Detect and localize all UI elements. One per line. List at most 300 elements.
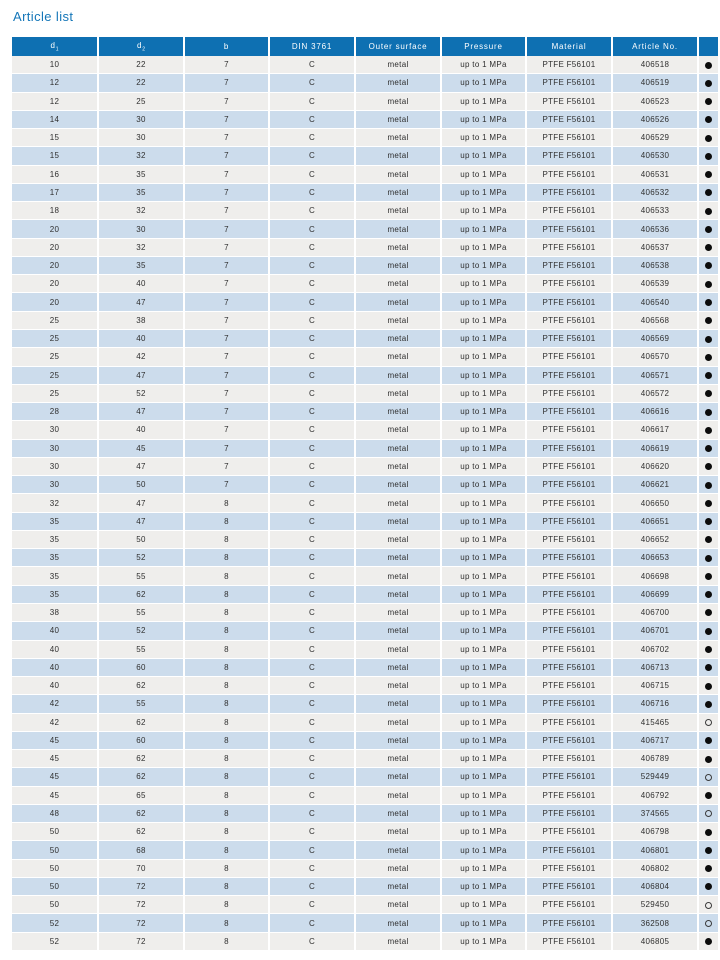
table-cell: C (268, 111, 354, 129)
table-cell: 40 (12, 659, 97, 677)
table-cell: 28 (12, 403, 97, 421)
table-cell: metal (354, 147, 440, 165)
table-cell: metal (354, 421, 440, 439)
table-cell: C (268, 494, 354, 512)
table-cell: C (268, 933, 354, 951)
table-cell: 50 (12, 896, 97, 914)
table-cell: 65 (97, 787, 183, 805)
table-cell: PTFE F56101 (525, 549, 611, 567)
table-cell: 40 (12, 677, 97, 695)
table-cell: metal (354, 695, 440, 713)
table-cell: metal (354, 184, 440, 202)
table-cell: 52 (97, 385, 183, 403)
table-cell: 7 (183, 257, 268, 275)
table-cell: PTFE F56101 (525, 732, 611, 750)
table-cell: metal (354, 74, 440, 92)
availability-cell (697, 513, 718, 531)
table-cell: 35 (12, 586, 97, 604)
table-cell: C (268, 421, 354, 439)
availability-cell (697, 257, 718, 275)
availability-cell (697, 220, 718, 238)
table-cell: 7 (183, 275, 268, 293)
table-cell: C (268, 641, 354, 659)
table-cell: 16 (12, 166, 97, 184)
filled-dot-icon (705, 189, 712, 196)
availability-cell (697, 275, 718, 293)
table-cell: metal (354, 494, 440, 512)
table-cell: 7 (183, 74, 268, 92)
table-cell: 8 (183, 622, 268, 640)
table-cell: 50 (12, 860, 97, 878)
table-cell: PTFE F56101 (525, 312, 611, 330)
filled-dot-icon (705, 865, 712, 872)
table-cell: 35 (12, 531, 97, 549)
availability-cell (697, 531, 718, 549)
table-cell: 50 (97, 476, 183, 494)
table-cell: metal (354, 750, 440, 768)
table-cell: 25 (12, 385, 97, 403)
table-cell: up to 1 MPa (440, 513, 525, 531)
table-cell: 40 (97, 421, 183, 439)
table-cell: PTFE F56101 (525, 896, 611, 914)
table-row (12, 659, 718, 677)
table-cell: up to 1 MPa (440, 220, 525, 238)
availability-cell (697, 641, 718, 659)
table-cell: up to 1 MPa (440, 129, 525, 147)
table-cell: PTFE F56101 (525, 787, 611, 805)
table-cell: PTFE F56101 (525, 860, 611, 878)
table-cell: PTFE F56101 (525, 768, 611, 786)
availability-cell (697, 494, 718, 512)
table-cell: 30 (12, 476, 97, 494)
table-cell: up to 1 MPa (440, 239, 525, 257)
table-cell: 406650 (611, 494, 697, 512)
table-cell: metal (354, 220, 440, 238)
table-cell: 7 (183, 367, 268, 385)
table-cell: 406802 (611, 860, 697, 878)
table-cell: PTFE F56101 (525, 677, 611, 695)
table-row (12, 129, 718, 147)
availability-cell (697, 622, 718, 640)
filled-dot-icon (705, 80, 712, 87)
table-cell: 62 (97, 750, 183, 768)
table-cell: up to 1 MPa (440, 367, 525, 385)
availability-cell (697, 385, 718, 403)
table-cell: PTFE F56101 (525, 74, 611, 92)
table-cell: 529449 (611, 768, 697, 786)
table-cell: 406652 (611, 531, 697, 549)
table-cell: 7 (183, 93, 268, 111)
table-cell: 62 (97, 586, 183, 604)
article-table-body (12, 56, 718, 951)
table-cell: metal (354, 275, 440, 293)
table-row (12, 732, 718, 750)
table-row (12, 367, 718, 385)
col-header-d1 (12, 37, 97, 56)
table-cell: 406569 (611, 330, 697, 348)
table-row (12, 604, 718, 622)
table-cell: C (268, 513, 354, 531)
table-cell: 406533 (611, 202, 697, 220)
table-cell: 45 (12, 732, 97, 750)
table-cell: C (268, 147, 354, 165)
table-cell: C (268, 714, 354, 732)
table-cell: 40 (97, 275, 183, 293)
table-cell: 30 (12, 458, 97, 476)
table-row (12, 348, 718, 366)
table-cell: 406713 (611, 659, 697, 677)
table-cell: 47 (97, 403, 183, 421)
table-cell: up to 1 MPa (440, 421, 525, 439)
availability-cell (697, 312, 718, 330)
table-row (12, 385, 718, 403)
availability-cell (697, 330, 718, 348)
filled-dot-icon (705, 609, 712, 616)
table-cell: C (268, 914, 354, 932)
table-cell: C (268, 531, 354, 549)
table-cell: 42 (12, 714, 97, 732)
table-cell: metal (354, 312, 440, 330)
table-cell: 8 (183, 787, 268, 805)
table-cell: C (268, 732, 354, 750)
table-cell: up to 1 MPa (440, 385, 525, 403)
table-cell: C (268, 93, 354, 111)
table-cell: up to 1 MPa (440, 549, 525, 567)
filled-dot-icon (705, 591, 712, 598)
open-dot-icon (705, 902, 712, 909)
table-cell: 30 (97, 129, 183, 147)
table-cell: 7 (183, 129, 268, 147)
table-row (12, 622, 718, 640)
table-cell: 406621 (611, 476, 697, 494)
table-cell: 406699 (611, 586, 697, 604)
table-cell: C (268, 257, 354, 275)
table-cell: PTFE F56101 (525, 805, 611, 823)
table-cell: 8 (183, 914, 268, 932)
filled-dot-icon (705, 409, 712, 416)
page-title: Article list (13, 9, 74, 24)
table-cell: metal (354, 732, 440, 750)
filled-dot-icon (705, 737, 712, 744)
table-cell: metal (354, 93, 440, 111)
table-cell: metal (354, 56, 440, 74)
table-cell: metal (354, 367, 440, 385)
table-cell: C (268, 896, 354, 914)
table-cell: PTFE F56101 (525, 622, 611, 640)
table-cell: PTFE F56101 (525, 933, 611, 951)
table-cell: up to 1 MPa (440, 787, 525, 805)
table-cell: C (268, 586, 354, 604)
table-cell: 32 (97, 239, 183, 257)
table-row (12, 896, 718, 914)
table-cell: up to 1 MPa (440, 74, 525, 92)
table-cell: 20 (12, 239, 97, 257)
table-cell: PTFE F56101 (525, 275, 611, 293)
table-row (12, 440, 718, 458)
table-cell: C (268, 476, 354, 494)
table-cell: 55 (97, 695, 183, 713)
table-cell: up to 1 MPa (440, 312, 525, 330)
table-cell: C (268, 275, 354, 293)
table-cell: 14 (12, 111, 97, 129)
table-cell: 406798 (611, 823, 697, 841)
table-cell: 406536 (611, 220, 697, 238)
table-cell: metal (354, 933, 440, 951)
table-cell: 40 (12, 641, 97, 659)
table-row (12, 513, 718, 531)
availability-cell (697, 805, 718, 823)
table-cell: up to 1 MPa (440, 403, 525, 421)
table-cell: 406530 (611, 147, 697, 165)
table-cell: C (268, 549, 354, 567)
availability-cell (697, 147, 718, 165)
table-cell: C (268, 787, 354, 805)
table-row (12, 312, 718, 330)
table-row (12, 202, 718, 220)
table-cell: 38 (12, 604, 97, 622)
table-cell: up to 1 MPa (440, 695, 525, 713)
table-cell: up to 1 MPa (440, 732, 525, 750)
table-cell: 8 (183, 677, 268, 695)
table-row (12, 860, 718, 878)
table-cell: metal (354, 293, 440, 311)
table-cell: 406701 (611, 622, 697, 640)
table-cell: 8 (183, 531, 268, 549)
table-cell: 8 (183, 714, 268, 732)
filled-dot-icon (705, 701, 712, 708)
col-header-d2-label: d (136, 40, 143, 50)
table-cell: 60 (97, 659, 183, 677)
table-cell: metal (354, 348, 440, 366)
table-cell: 406801 (611, 841, 697, 859)
table-cell: 406700 (611, 604, 697, 622)
table-cell: 22 (97, 74, 183, 92)
table-row (12, 476, 718, 494)
table-row (12, 293, 718, 311)
filled-dot-icon (705, 171, 712, 178)
table-cell: 8 (183, 549, 268, 567)
table-cell: 12 (12, 93, 97, 111)
table-cell: 45 (12, 787, 97, 805)
col-header-pressure: Pressure (440, 37, 525, 56)
table-cell: 7 (183, 239, 268, 257)
open-dot-icon (705, 774, 712, 781)
table-cell: up to 1 MPa (440, 641, 525, 659)
filled-dot-icon (705, 299, 712, 306)
table-cell: up to 1 MPa (440, 567, 525, 585)
table-cell: up to 1 MPa (440, 622, 525, 640)
availability-cell (697, 476, 718, 494)
table-row (12, 257, 718, 275)
table-cell: 12 (12, 74, 97, 92)
availability-cell (697, 458, 718, 476)
table-cell: PTFE F56101 (525, 257, 611, 275)
table-row (12, 184, 718, 202)
table-cell: 406715 (611, 677, 697, 695)
table-cell: C (268, 129, 354, 147)
table-cell: 25 (12, 348, 97, 366)
table-cell: C (268, 166, 354, 184)
filled-dot-icon (705, 792, 712, 799)
col-header-material: Material (525, 37, 611, 56)
table-cell: 50 (12, 878, 97, 896)
availability-cell (697, 111, 718, 129)
filled-dot-icon (705, 463, 712, 470)
table-cell: 8 (183, 805, 268, 823)
table-cell: 45 (97, 440, 183, 458)
table-cell: metal (354, 330, 440, 348)
table-cell: 40 (97, 330, 183, 348)
table-cell: metal (354, 476, 440, 494)
table-row (12, 166, 718, 184)
table-row (12, 56, 718, 74)
filled-dot-icon (705, 664, 712, 671)
table-row (12, 841, 718, 859)
col-header-d2 (97, 37, 183, 56)
availability-cell (697, 293, 718, 311)
table-cell: 15 (12, 147, 97, 165)
table-cell: 415465 (611, 714, 697, 732)
table-cell: 7 (183, 56, 268, 74)
table-cell: up to 1 MPa (440, 56, 525, 74)
table-cell: metal (354, 659, 440, 677)
filled-dot-icon (705, 354, 712, 361)
table-cell: metal (354, 677, 440, 695)
filled-dot-icon (705, 226, 712, 233)
table-cell: up to 1 MPa (440, 293, 525, 311)
table-cell: up to 1 MPa (440, 147, 525, 165)
table-cell: PTFE F56101 (525, 823, 611, 841)
table-cell: 15 (12, 129, 97, 147)
table-cell: PTFE F56101 (525, 750, 611, 768)
table-cell: 8 (183, 878, 268, 896)
table-row (12, 586, 718, 604)
table-cell: up to 1 MPa (440, 458, 525, 476)
table-row (12, 74, 718, 92)
table-cell: 50 (97, 531, 183, 549)
table-cell: 55 (97, 641, 183, 659)
filled-dot-icon (705, 445, 712, 452)
filled-dot-icon (705, 573, 712, 580)
table-cell: 8 (183, 513, 268, 531)
table-cell: 406519 (611, 74, 697, 92)
table-cell: metal (354, 823, 440, 841)
table-cell: PTFE F56101 (525, 604, 611, 622)
table-cell: C (268, 293, 354, 311)
table-cell: PTFE F56101 (525, 586, 611, 604)
table-cell: PTFE F56101 (525, 385, 611, 403)
table-cell: C (268, 805, 354, 823)
table-cell: PTFE F56101 (525, 367, 611, 385)
filled-dot-icon (705, 317, 712, 324)
table-cell: 20 (12, 257, 97, 275)
filled-dot-icon (705, 208, 712, 215)
table-row (12, 768, 718, 786)
availability-cell (697, 166, 718, 184)
filled-dot-icon (705, 518, 712, 525)
table-cell: C (268, 184, 354, 202)
table-cell: 22 (97, 56, 183, 74)
table-cell: 406804 (611, 878, 697, 896)
table-cell: 62 (97, 714, 183, 732)
table-cell: C (268, 202, 354, 220)
table-cell: PTFE F56101 (525, 184, 611, 202)
table-cell: 406716 (611, 695, 697, 713)
table-cell: PTFE F56101 (525, 440, 611, 458)
table-cell: 8 (183, 841, 268, 859)
table-cell: 7 (183, 440, 268, 458)
table-cell: C (268, 677, 354, 695)
availability-cell (697, 933, 718, 951)
table-cell: 72 (97, 896, 183, 914)
table-cell: PTFE F56101 (525, 531, 611, 549)
table-cell: 20 (12, 293, 97, 311)
table-row (12, 714, 718, 732)
table-cell: 362508 (611, 914, 697, 932)
table-cell: 60 (97, 732, 183, 750)
table-cell: metal (354, 805, 440, 823)
table-cell: 406531 (611, 166, 697, 184)
table-cell: 55 (97, 567, 183, 585)
availability-cell (697, 202, 718, 220)
table-cell: 406526 (611, 111, 697, 129)
table-row (12, 805, 718, 823)
table-cell: up to 1 MPa (440, 531, 525, 549)
table-row (12, 403, 718, 421)
filled-dot-icon (705, 683, 712, 690)
table-cell: 7 (183, 403, 268, 421)
availability-cell (697, 878, 718, 896)
table-cell: metal (354, 860, 440, 878)
table-cell: PTFE F56101 (525, 93, 611, 111)
table-cell: 406617 (611, 421, 697, 439)
table-cell: up to 1 MPa (440, 586, 525, 604)
table-cell: metal (354, 549, 440, 567)
table-row (12, 695, 718, 713)
table-cell: 20 (12, 275, 97, 293)
table-cell: 406698 (611, 567, 697, 585)
table-cell: up to 1 MPa (440, 202, 525, 220)
table-cell: 50 (12, 841, 97, 859)
table-cell: 32 (12, 494, 97, 512)
table-cell: C (268, 567, 354, 585)
table-cell: PTFE F56101 (525, 458, 611, 476)
availability-cell (697, 549, 718, 567)
table-cell: PTFE F56101 (525, 476, 611, 494)
table-cell: 47 (97, 513, 183, 531)
table-cell: PTFE F56101 (525, 641, 611, 659)
col-header-din-3761: DIN 3761 (268, 37, 354, 56)
table-cell: 406570 (611, 348, 697, 366)
table-cell: PTFE F56101 (525, 841, 611, 859)
table-cell: 50 (12, 823, 97, 841)
availability-cell (697, 403, 718, 421)
table-cell: 30 (97, 111, 183, 129)
table-cell: up to 1 MPa (440, 184, 525, 202)
table-cell: 47 (97, 293, 183, 311)
table-cell: metal (354, 787, 440, 805)
table-cell: 406540 (611, 293, 697, 311)
table-row (12, 677, 718, 695)
col-header-article-no: Article No. (611, 37, 697, 56)
table-cell: metal (354, 440, 440, 458)
table-cell: PTFE F56101 (525, 111, 611, 129)
table-cell: metal (354, 257, 440, 275)
filled-dot-icon (705, 336, 712, 343)
availability-cell (697, 714, 718, 732)
table-cell: 52 (97, 622, 183, 640)
table-cell: 7 (183, 293, 268, 311)
